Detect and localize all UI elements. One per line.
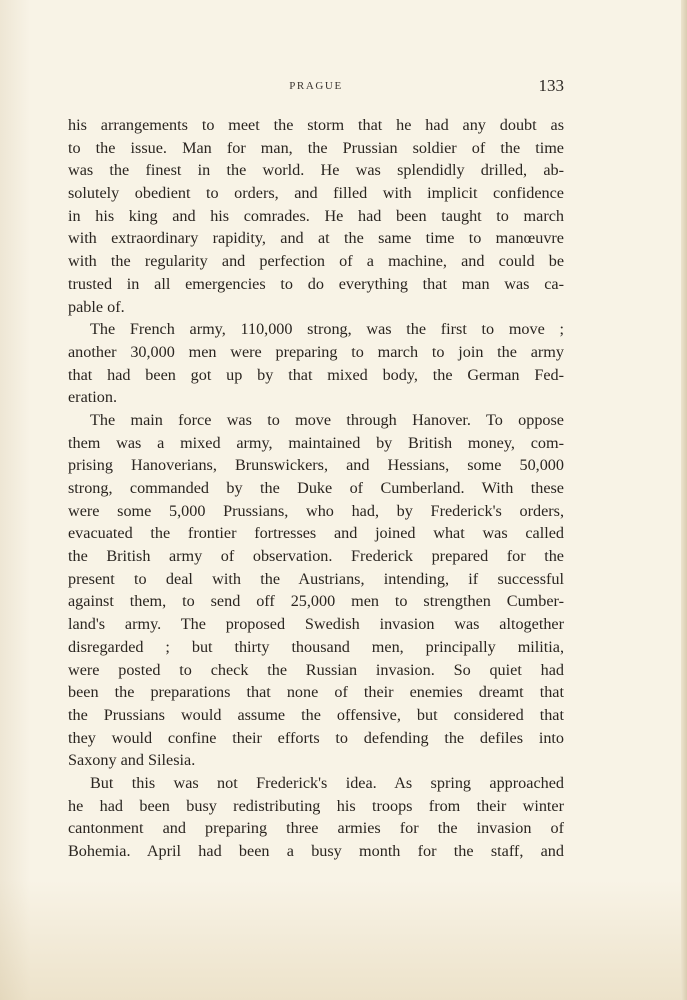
body-text (68, 114, 564, 863)
text-line: the Prussians would assume the offensive, but considered that (68, 705, 564, 724)
text-line: with the regularity and perfection of a machine, and could be (68, 252, 564, 271)
text-line: The French army, 110,000 strong, was the first to move ; (90, 320, 564, 339)
page-header (68, 76, 564, 100)
text-line: cantonment and preparing three armies for the invasion of (68, 819, 564, 838)
text-line: prising Hanoverians, Brunswickers, and Hessians, some 50,000 (68, 456, 564, 475)
running-head: PRAGUE (289, 80, 343, 92)
text-line: evacuated the frontier fortresses and joined what was called (68, 524, 564, 543)
page-edge (681, 0, 687, 1000)
text-line: his arrangements to meet the storm that he had any doubt as (68, 116, 564, 134)
text-line: was the finest in the world. He was splendidly drilled, ab- (68, 161, 564, 180)
text-line: trusted in all emergencies to do everything that man was ca- (68, 274, 564, 293)
text-line: another 30,000 men were preparing to march to join the army (68, 342, 564, 361)
text-line: eration. (68, 388, 117, 407)
text-line: the British army of observation. Frederick prepared for the (68, 547, 564, 566)
text-line: Bohemia. April had been a busy month for the staff, and (68, 842, 564, 860)
text-line: them was a mixed army, maintained by British money, com- (68, 433, 564, 452)
text-line: disregarded ; but thirty thousand men, principally militia, (68, 637, 564, 656)
text-line: with extraordinary rapidity, and at the same time to manœuvre (68, 229, 564, 248)
text-line: he had been busy redistributing his troops from their winter (68, 796, 564, 815)
text-line: against them, to send off 25,000 men to strengthen Cumber- (68, 592, 564, 611)
text-line: solutely obedient to orders, and filled with implicit confidence (68, 184, 564, 203)
text-line: But this was not Frederick's idea. As spring approached (90, 773, 564, 792)
text-line: were some 5,000 Prussians, who had, by Frederick's orders, (68, 501, 564, 520)
text-line: been the preparations that none of their enemies dreamt that (68, 683, 564, 702)
text-line: Saxony and Silesia. (68, 751, 196, 770)
page-number: 133 (538, 76, 564, 95)
text-line: were posted to check the Russian invasion. So quiet had (68, 660, 564, 679)
text-line: strong, commanded by the Duke of Cumberland. With these (68, 479, 564, 497)
text-line: land's army. The proposed Swedish invasion was altogether (68, 615, 564, 634)
text-line: in his king and his comrades. He had been taught to march (68, 206, 564, 225)
text-line: pable of. (68, 297, 125, 316)
text-line: present to deal with the Austrians, intending, if successful (68, 569, 564, 588)
text-line: they would confine their efforts to defending the defiles into (68, 728, 564, 747)
text-line: that had been got up by that mixed body, the German Fed- (68, 365, 564, 384)
text-line: The main force was to move through Hanover. To oppose (90, 410, 564, 429)
text-line: to the issue. Man for man, the Prussian soldier of the time (68, 138, 564, 157)
